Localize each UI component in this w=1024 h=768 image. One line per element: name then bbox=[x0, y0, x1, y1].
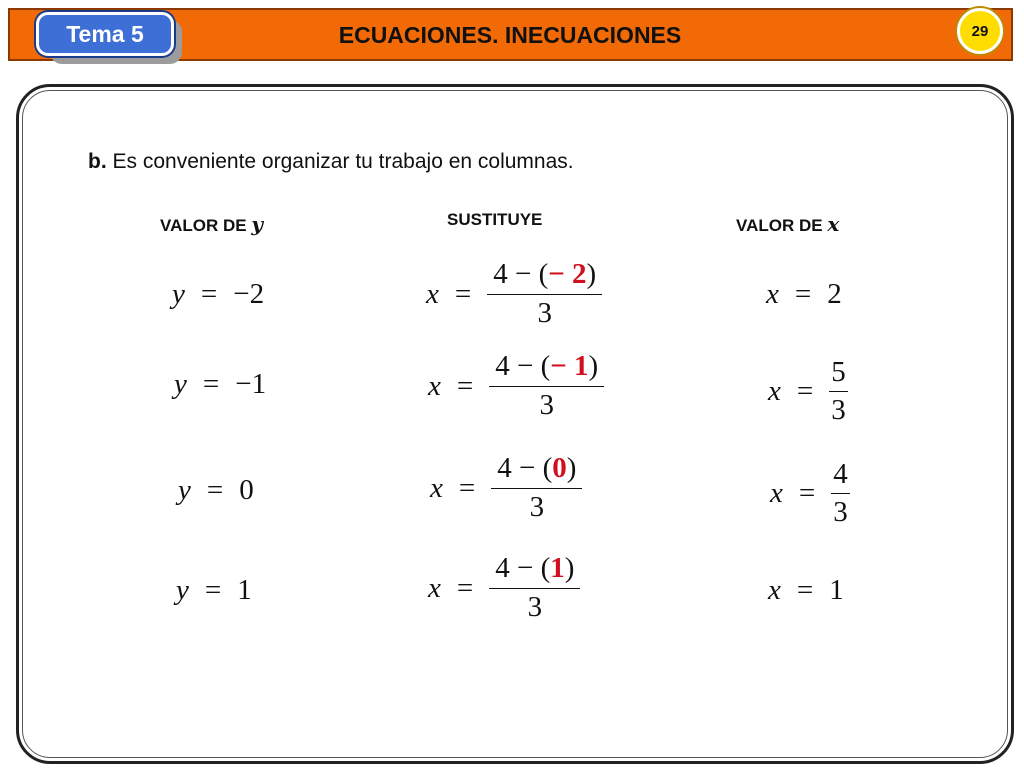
exercise-statement bbox=[88, 150, 574, 174]
fraction: $\frac{4 - (1)}{3}$ bbox=[489, 552, 580, 624]
tema-button[interactable]: Tema 5 bbox=[36, 12, 174, 56]
fraction: $\frac{4 - (0)}{3}$ bbox=[491, 452, 582, 524]
fraction: $\frac{4 - (- 2)}{3}$ bbox=[487, 258, 602, 330]
column-header-y-label: VALOR DE bbox=[160, 216, 252, 235]
column-header-x-label: VALOR DE bbox=[736, 216, 828, 235]
column-header-substitute: SUSTITUYE bbox=[447, 210, 543, 229]
statement-text: Es conveniente organizar tu trabajo en columnas. bbox=[106, 150, 574, 173]
column-header-x bbox=[736, 212, 839, 236]
fraction: $\frac{5}{3}$ bbox=[831, 356, 846, 426]
fraction: $\frac{4}{3}$ bbox=[833, 458, 848, 528]
y-value-row-4: y = 1 bbox=[176, 574, 252, 606]
y-value-row-3: y = 0 bbox=[178, 474, 254, 506]
substitution-row-1: x = $\frac{4 - (- 2)}{3}$ bbox=[426, 258, 602, 330]
fraction: $\frac{4 - (- 1)}{3}$ bbox=[489, 350, 604, 422]
x-value-row-4: x = 1 bbox=[768, 574, 844, 606]
column-header-y bbox=[160, 212, 263, 236]
substituted-value: 1 bbox=[550, 552, 565, 584]
x-value-row-1: x = 2 bbox=[766, 278, 842, 310]
page-number-badge: 29 bbox=[957, 8, 1003, 54]
substituted-value: 0 bbox=[552, 452, 567, 484]
column-header-x-var: x bbox=[827, 212, 840, 236]
statement-part: b. bbox=[88, 150, 107, 173]
y-value-row-1: y = −2 bbox=[172, 278, 265, 310]
x-value-row-3: x = $\frac{4}{3}$ bbox=[770, 458, 848, 528]
substitution-row-2: x = $\frac{4 - (- 1)}{3}$ bbox=[428, 350, 604, 422]
substituted-value: − 2 bbox=[548, 258, 587, 290]
x-value-row-2: x = $\frac{5}{3}$ bbox=[768, 356, 846, 426]
y-value-row-2: y = −1 bbox=[174, 368, 267, 400]
substitution-row-3: x = $\frac{4 - (0)}{3}$ bbox=[430, 452, 582, 524]
substitution-row-4: x = $\frac{4 - (1)}{3}$ bbox=[428, 552, 580, 624]
content-frame-inner bbox=[22, 90, 1008, 758]
page-title: ECUACIONES. INECUACIONES bbox=[338, 22, 682, 48]
substituted-value: − 1 bbox=[550, 350, 589, 382]
column-header-y-var: y bbox=[251, 212, 263, 236]
